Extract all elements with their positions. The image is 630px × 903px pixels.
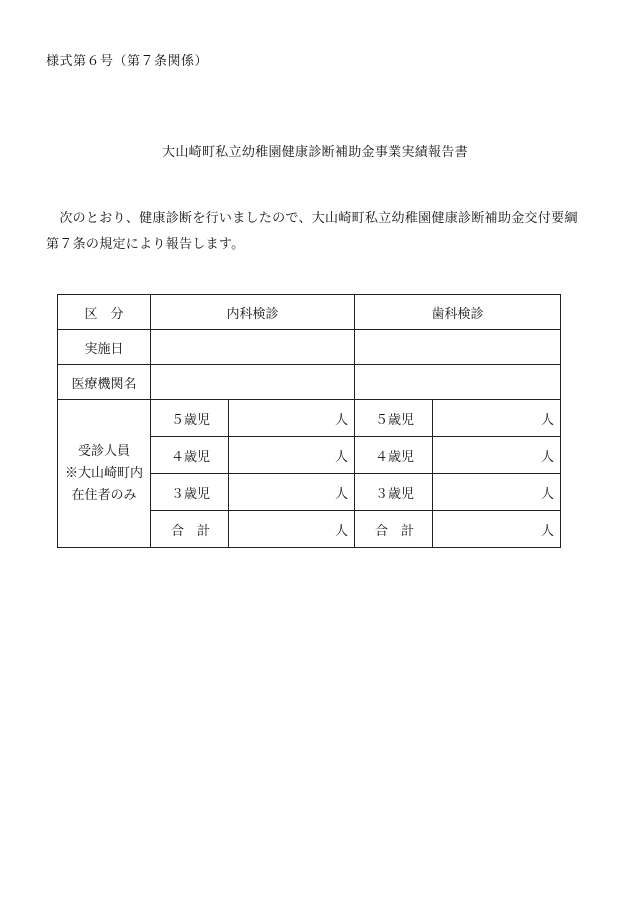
dental-total-count[interactable]: 人 xyxy=(433,511,561,548)
examinees-label-line: 受診人員 xyxy=(77,443,130,459)
report-table xyxy=(57,294,561,548)
body-paragraph xyxy=(46,206,591,258)
table-header-row xyxy=(58,295,561,330)
age-5-label: ５歳児 xyxy=(355,400,433,437)
internal-age-3-count[interactable]: 人 xyxy=(229,474,355,511)
body-line-2: 第７条の規定により報告します。 xyxy=(46,237,245,252)
age-4-label: ４歳児 xyxy=(355,437,433,474)
examinees-label-line: ※大山崎町内 xyxy=(64,465,143,481)
document-title: 大山崎町私立幼稚園健康診断補助金事業実績報告書 xyxy=(162,145,468,160)
dental-date-field[interactable] xyxy=(355,330,561,365)
dental-age-3-count[interactable]: 人 xyxy=(433,474,561,511)
internal-age-5-count[interactable]: 人 xyxy=(229,400,355,437)
dental-exam-header: 歯科検診 xyxy=(355,295,561,330)
internal-exam-header: 内科検診 xyxy=(151,295,355,330)
age-4-label: ４歳児 xyxy=(151,437,229,474)
age-3-label: ３歳児 xyxy=(151,474,229,511)
dental-institution-field[interactable] xyxy=(355,365,561,400)
age-5-label: ５歳児 xyxy=(151,400,229,437)
date-row xyxy=(58,330,561,365)
internal-total-count[interactable]: 人 xyxy=(229,511,355,548)
institution-row xyxy=(58,365,561,400)
internal-institution-field[interactable] xyxy=(151,365,355,400)
institution-label: 医療機関名 xyxy=(58,365,151,400)
dental-age-5-count[interactable]: 人 xyxy=(433,400,561,437)
examinees-label-line: 在住者のみ xyxy=(71,487,137,503)
body-line-1-text: 次のとおり、健康診断を行いましたので、大山崎町私立幼稚園健康診断補助金交付要綱 xyxy=(59,211,578,226)
internal-age-4-count[interactable]: 人 xyxy=(229,437,355,474)
table-row xyxy=(58,400,561,437)
total-label: 合 計 xyxy=(355,511,433,548)
internal-date-field[interactable] xyxy=(151,330,355,365)
date-label: 実施日 xyxy=(58,330,151,365)
body-line-1 xyxy=(46,206,591,232)
total-label: 合 計 xyxy=(151,511,229,548)
category-header: 区 分 xyxy=(58,295,151,330)
form-number: 様式第６号（第７条関係） xyxy=(46,54,209,69)
dental-age-4-count[interactable]: 人 xyxy=(433,437,561,474)
age-3-label: ３歳児 xyxy=(355,474,433,511)
examinees-label xyxy=(58,400,151,548)
